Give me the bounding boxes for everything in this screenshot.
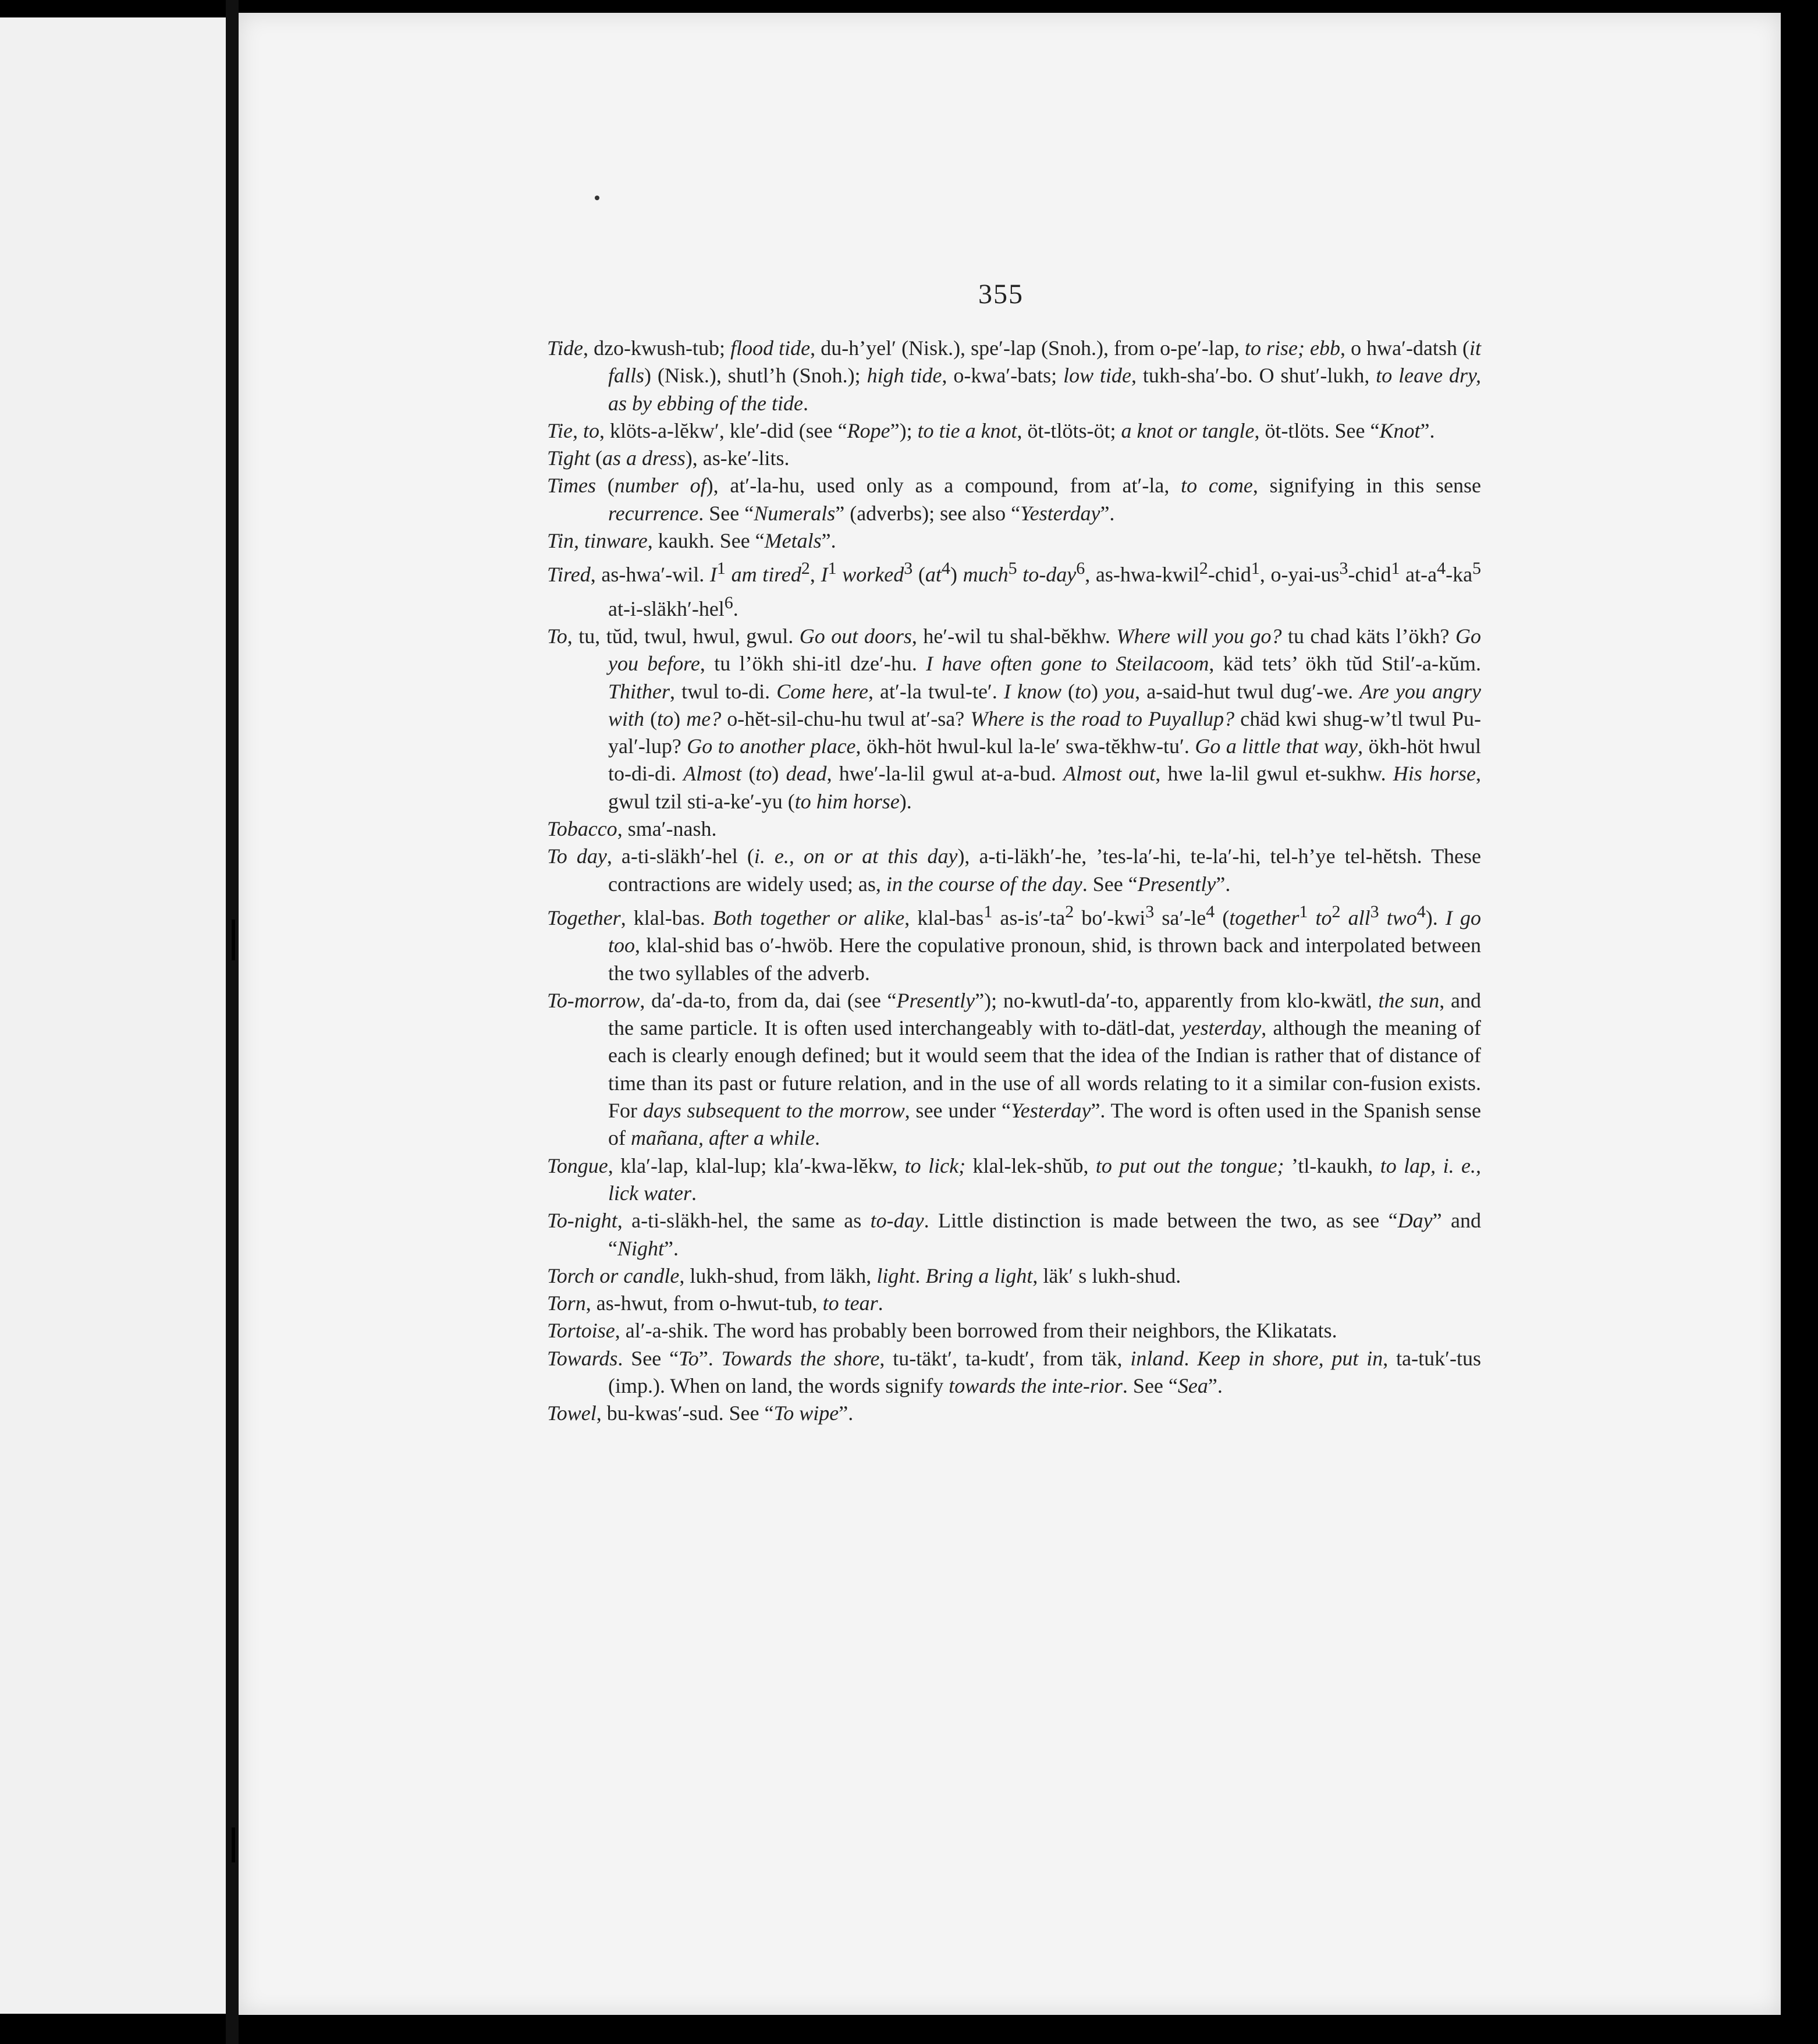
dictionary-entry-towards: Towards. See “To”. Towards the shore, tu-täkt′, ta-kudt′, from täk, inland. Keep in shore, put in, ta-tuk′-tus (imp.). When on land, the words signify towards the inte-rior. See “Sea”. [547, 1346, 1481, 1397]
dictionary-entry-tobacco: Tobacco, sma′-nash. [547, 817, 717, 841]
binding-mark [232, 1827, 235, 1862]
ink-speck [595, 196, 599, 200]
dictionary-entry-to: To, tu, tŭd, twul, hwul, gwul. Go out doors, he′-wil tu shal-bĕkhw. Where will you go? tu chad käts l’ökh? Go you before, tu l’ökh shi-itl dze′-hu. I have often gone to Steilacoom, käd tets’ ökh tŭd Stil′-a-kŭm. Thither, twul to-di. Come here, at′-la twul-te′. I know (to) you, a-said-hut twul dug′-we. Are you angry with (to) me? o-hĕt-sil-chu-hu twul at′-sa? Where is the road to Puyallup? chäd kwi shug-w’tl twul Pu-yal′-lup? Go to another place, ökh-höt hwul-kul la-le′ swa-tĕkhw-tu′. Go a little that way, ökh-höt hwul to-di-di. Almost (to) dead, hwe′-la-lil gwul at-a-bud. Almost out, hwe la-lil gwul et-sukhw. His horse, gwul tzil sti-a-ke′-yu (to him horse). [547, 624, 1482, 813]
dictionary-entry-today: To day, a-ti-släkh′-hel (i. e., on or at this day), a-ti-läkh′-he, ’tes-la′-hi, te-la′-hi, tel-h’ye tel-hĕtsh. These contractions are widely used; as, in the course of the day. See “Presently”. [547, 844, 1482, 896]
dictionary-entry-torn: Torn, as-hwut, from o-hwut-tub, to tear. [547, 1291, 883, 1315]
dictionary-entry-towel: Towel, bu-kwas′-sud. See “To wipe”. [547, 1401, 854, 1425]
dictionary-entry-torch: Torch or candle, lukh-shud, from läkh, light. Bring a light, läk′ s lukh-shud. [547, 1264, 1181, 1287]
dictionary-entry-tomorrow: To-morrow, da′-da-to, from da, dai (see “Presently”); no-kwutl-da′-to, apparently from klo-kwätl, the sun, and the same particle. It is often used interchangeably with to-dätl-dat, yesterday, although the meaning of each is clearly enough defined; but it would seem that the idea of the Indian is rather that of distance of time than its past or future relation, and in the use of all words relating to it a similar con-fusion exists. For days subsequent to the morrow, see under “Yesterday”. The word is often used in the Spanish sense of mañana, after a while. [547, 988, 1481, 1150]
dictionary-entry-tight: Tight (as a dress), as-ke′-lits. [547, 446, 790, 470]
dictionary-entry-tide: Tide, dzo-kwush-tub; flood tide, du-h’yel′ (Nisk.), spe′-lap (Snoh.), from o-pe′-lap, to rise; ebb, o hwa′-datsh (it falls) (Nisk.), shutl’h (Snoh.); high tide, o-kwa′-bats; low tide, tukh-sha′-bo. O shut′-lukh, to leave dry, as by ebbing of the tide. [547, 336, 1482, 415]
book-binding [226, 0, 239, 2044]
dictionary-entry-tonight: To-night, a-ti-släkh-hel, the same as to-day. Little distinction is made between the two, as see “Day” and “Night”. [547, 1209, 1481, 1260]
dictionary-entry-tie: Tie, to, klöts-a-lĕkw′, kle′-did (see “Rope”); to tie a knot, öt-tlöts-öt; a knot or tangle, öt-tlöts. See “Knot”. [547, 418, 1435, 442]
dictionary-entry-tongue: Tongue, kla′-lap, klal-lup; kla′-kwa-lĕkw, to lick; klal-lek-shŭb, to put out the tongue; ’tl-kaukh, to lap, i. e., lick water. [547, 1154, 1482, 1205]
dictionary-entry-tired: Tired, as-hwa′-wil. $I^1$ am tired$^2$, $I^1$ worked$^3$ $(at^4)$ much$^5$ to-day$^6$, as-hwa-kwil$^2$-chid$^1$, $o-yai-us^3-chid^1$ $at-a^4-ka^5$ at-i-släkh′-hel$^6$. [547, 559, 1482, 620]
dictionary-entry-times: Times (number of), at′-la-hu, used only as a compound, from at′-la, to come, signifying in this sense recurrence. See “Numerals” (adverbs); see also “Yesterday”. [547, 474, 1481, 525]
scan-border-right [1781, 0, 1818, 2044]
binding-mark [232, 920, 235, 960]
dictionary-entries [547, 335, 1481, 1428]
dictionary-entry-tortoise: Tortoise, al′-a-shik. The word has probably been borrowed from their neighbors, the Klikatats. [547, 1319, 1337, 1343]
dictionary-entry-tin: Tin, tinware, kaukh. See “Metals”. [547, 529, 836, 553]
facing-page-left [0, 17, 230, 2014]
page-number: 355 [978, 279, 1024, 310]
dictionary-entry-together: Together, klal-bas. Both together or alike, klal-bas$^1$ $as-is'-ta^2$ bo′-kwi$^3$ $sa'-le^4$ (together$^1$ $to^2$ all$^3$ two$^4$). I go too, klal-shid bas o′-hwöb. Here the copulative pronoun, shid, is thrown back and interpolated between the two syllables of the adverb. [547, 902, 1482, 985]
